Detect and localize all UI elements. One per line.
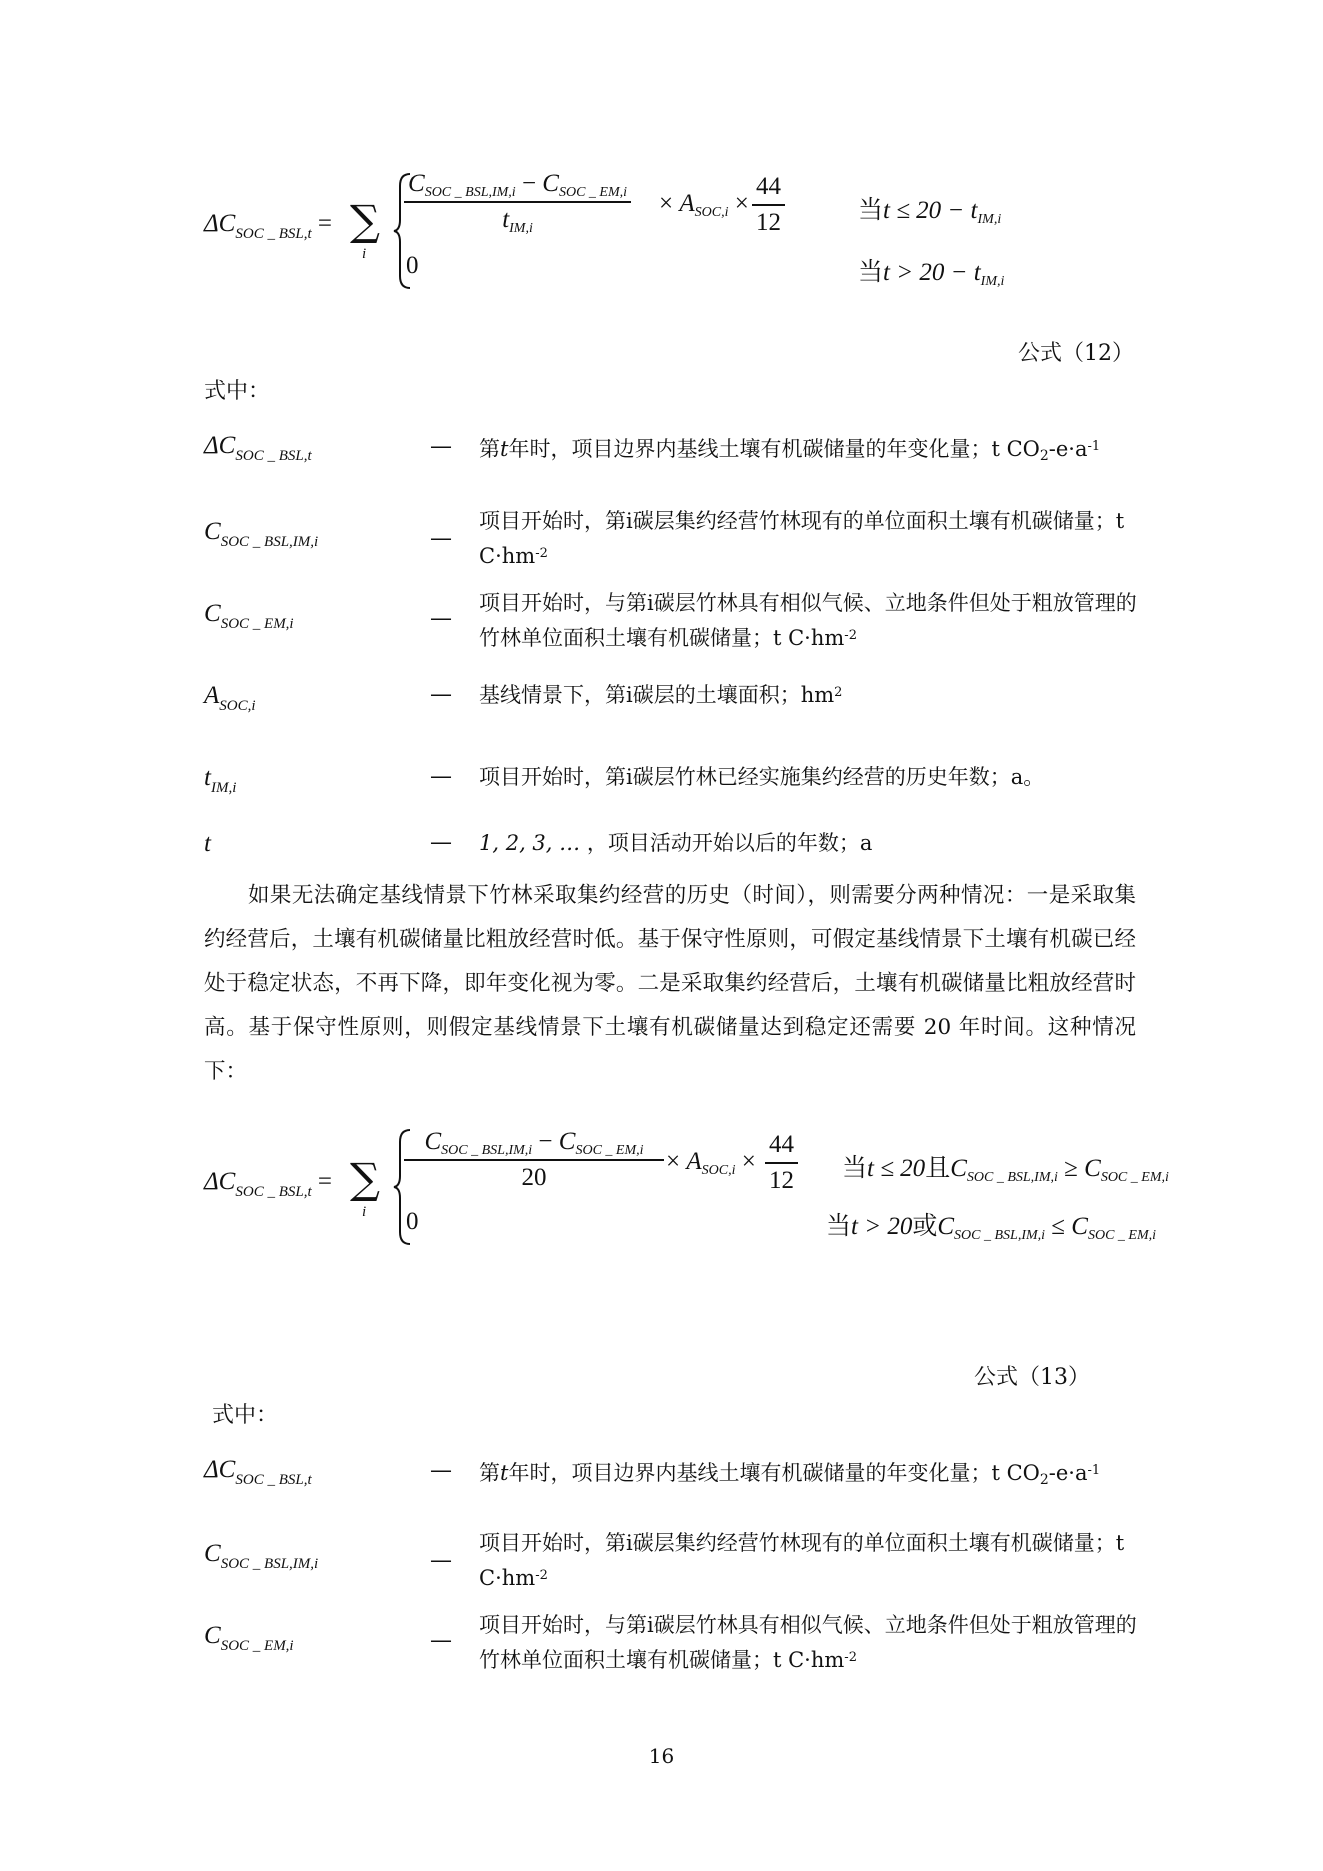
page-number: 16 — [648, 1744, 675, 1768]
body-paragraph: 如果无法确定基线情景下竹林采取集约经营的历史（时间），则需要分两种情况：一是采取集约经营后，土壤有机碳储量比粗放经营时低。基于保守性原则，可假定基线情景下土壤有机碳已经处于稳定状态，不再下降，即年变化视为零。二是采取集约经营后，土壤有机碳储量比粗放经营时高。基于保守性原则，则假定基线情景下土壤有机碳储量达到稳定还需要 20 年时间。这种情况下： — [204, 883, 1136, 1084]
fraction-main: $C_{SOC \_ BSL,IM,i} - C_{SOC \_ EM,i}$ $t_{IM,i}$ — [404, 170, 631, 234]
fraction-44-12: 44 12 — [752, 173, 785, 237]
summation-sign: ∑ — [350, 196, 380, 245]
condition-1: 当$t \le 20 - t_{IM,i}$ — [858, 197, 1002, 227]
equation-number-13: 公式（13） — [974, 1365, 1090, 1390]
document-page: $\Delta C_{SOC \_ BSL,t}$ = ∑ i $C_{SOC \_ BSL,IM,i} - C_{SOC \_ EM,i}$ $t_{IM,i}$ × $A_{SOC,i}$ × 44 12 0 当$t \le 20 - t_{IM,i}$ 当$t > 20 - t_{IM,i}$ 公式（12） 式中： $\Delta C_{SOC \_ BSL,t}$ — 第t年时，项目边界内基线土壤有机碳储量的年变化量；t $CO2-e\cdot a^{-1}$ $C_{SOC \_ BSL,IM,i}$ — 项目开始时，第i碳层集约经营竹林现有的单位面积土壤有机碳储量；t $C\cdot hm^{-2}$ $C_{SOC \_ EM,i}$ — 项目开始时，与第i碳层竹林具有相似气候、立地条件但处于粗放管理的竹林单位面积土壤有机碳储量；t $C\cdot hm^{-2}$ $A_{SOC,i}$ — 基线情景下，第i碳层的土壤面积；$hm^2$ $t_{IM,i}$ — 项目开始时，第i碳层竹林已经实施集约经营的历史年数；a。 t — 1, 2, 3, … ，项目活动开始以后的年数；a 如果无法确定基线情景下竹林采取集约经营的历史（时间），则需要分两种情况：一是采取集约经营后，土壤有机碳储量比粗放经营时低。基于保守性原则，可假定基线情景下土壤有机碳已经处于稳定状态，不再下降，即年变化视为零。二是采取集约经营后，土壤有机碳储量比粗放经营时高。基于保守性原则，则假定基线情景下土壤有机碳储量达到稳定还需要 20 年时间。这种情况下： $\Delta C_{SOC \_ BSL,t}$ = ∑ i $C_{SOC \_ BSL,IM,i} - C_{SOC \_ EM,i}$ 20 × $A_{SOC,i}$ × 44 12 0 当t ≤ 20且$C_{SOC \_ BSL,IM,i} \ge C_{SOC \_ EM,i}$ 当t > 20或$C_{SOC \_ BSL,IM,i} \le C_{SOC \_ EM,i}$ 公式（13） 式中： $\Delta C_{SOC \_ BSL,t}$ — 第t年时，项目边界内基线土壤有机碳储量的年变化量；t $CO2-e\cdot a^{-1}$ $C_{SOC \_ BSL,IM,i}$ — 项目开始时，第i碳层集约经营竹林现有的单位面积土壤有机碳储量；t $C\cdot hm^{-2}$ $C_{SOC \_ EM,i}$ — 项目开始时，与第i碳层竹林具有相似气候、立地条件但处于粗放管理的竹林单位面积土壤有机碳储量；t $C\cdot hm^{-2}$ 16 — [0, 0, 1323, 1871]
formula-13-lhs: $\Delta C_{SOC \_ BSL,t}$ = — [204, 1168, 332, 1200]
fraction-main: $C_{SOC \_ BSL,IM,i} - C_{SOC \_ EM,i}$ 20 — [404, 1128, 664, 1192]
where-label: 式中： — [204, 379, 271, 404]
condition-1: 当t ≤ 20且$C_{SOC \_ BSL,IM,i} \ge C_{SOC \_ EM,i}$ — [842, 1155, 1169, 1185]
condition-2: 当t > 20或$C_{SOC \_ BSL,IM,i} \le C_{SOC \_ EM,i}$ — [826, 1213, 1157, 1243]
area-term: × $A_{SOC,i}$ × — [666, 1148, 756, 1178]
condition-2: 当$t > 20 - t_{IM,i}$ — [858, 259, 1005, 289]
formula-12-lhs: $\Delta C_{SOC \_ BSL,t}$ = — [204, 210, 332, 242]
fraction-44-12: 44 12 — [765, 1131, 798, 1195]
where-label: 式中： — [212, 1403, 279, 1428]
equation-number-12: 公式（12） — [1018, 341, 1134, 366]
summation-sign: ∑ — [350, 1154, 380, 1203]
area-term: × $A_{SOC,i}$ × — [659, 190, 749, 220]
